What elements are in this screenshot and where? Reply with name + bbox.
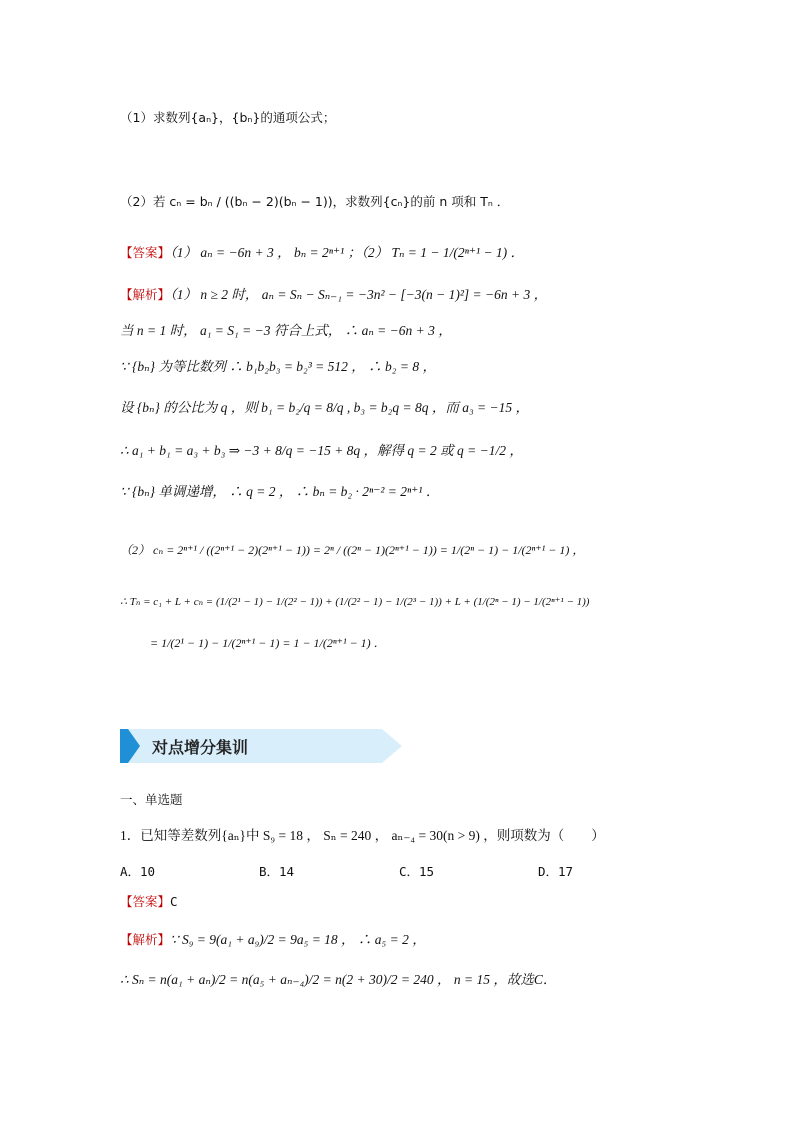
analysis-line-4: 设 {bₙ} 的公比为 q ，则 b₁ = b₂/q = 8/q , b₃ = b₂q = 8q ，而 a₃ = −15 ， — [120, 400, 530, 415]
analysis-line-9: = 1/(2¹ − 1) − 1/(2ⁿ⁺¹ − 1) = 1 − 1/(2ⁿ⁺¹ − 1) ． — [150, 636, 386, 650]
section-heading: 一、单选题 — [120, 792, 183, 807]
section-banner — [120, 729, 402, 763]
answer-label: 【答案】 — [120, 245, 171, 260]
analysis-line-5: ∴ a₁ + b₁ = a₃ + b₃ ⇒ −3 + 8/q = −15 + 8q ，解得 q = 2 或 q = −1/2 ， — [120, 443, 523, 458]
analysis-line-3: ∵ {bₙ} 为等比数列 ∴ b₁b₂b₃ = b₂³ = 512 ， ∴ b₂ = 8 ， — [120, 359, 436, 374]
option-d: D．17 — [538, 864, 574, 879]
analysis-line-8: ∴ Tₙ = c₁ + L + cₙ = (1/(2¹ − 1) − 1/(2² − 1)) + (1/(2² − 1) − 1/(2³ − 1)) + L + (1/(2ⁿ − 1) − 1/(2ⁿ⁺¹ − 1)) — [120, 596, 590, 608]
analysis-line-6: ∵ {bₙ} 单调递增， ∴ q = 2 ， ∴ bₙ = b₂ · 2ⁿ⁻² = 2ⁿ⁺¹ ． — [120, 484, 440, 499]
analysis-text: （1） n ≥ 2 时， aₙ = Sₙ − Sₙ₋₁ = −3n² − [−3(n − 1)²] = −6n + 3 ， — [170, 287, 548, 302]
question-part2: （2）若 cₙ = bₙ / ((bₙ − 2)(bₙ − 1))，求数列{cₙ}的前 n 项和 Tₙ ． — [120, 194, 510, 209]
question-part1: （1）求数列{aₙ}，{bₙ}的通项公式； — [120, 110, 336, 125]
answer-line — [120, 243, 524, 263]
analysis-line-1 — [120, 285, 547, 305]
q1-answer-line — [120, 892, 178, 912]
analysis-label: 【解析】 — [120, 287, 171, 302]
question-1-text: 1．已知等差数列{aₙ}中 S₉ = 18 ， Sₙ = 240 ， aₙ₋₄ = 30(n > 9) ，则项数为（ ） — [120, 828, 605, 843]
q1-analysis-label: 【解析】 — [120, 932, 171, 947]
answer-text: （1） aₙ = −6n + 3 ， bₙ = 2ⁿ⁺¹ ；（2） Tₙ = 1 − 1/(2ⁿ⁺¹ − 1) ． — [170, 245, 525, 260]
option-b: B．14 — [259, 864, 295, 879]
q1-analysis-line-2: ∴ Sₙ = n(a₁ + aₙ)/2 = n(a₅ + aₙ₋₄)/2 = n(2 + 30)/2 = 240 ， n = 15 ，故选C． — [120, 972, 557, 987]
analysis-line-2: 当 n = 1 时， a₁ = S₁ = −3 符合上式， ∴ aₙ = −6n + 3 ， — [120, 323, 452, 338]
option-a: A．10 — [120, 864, 156, 879]
banner-title: 对点增分集训 — [152, 738, 249, 757]
q1-answer-label: 【答案】 — [120, 894, 171, 909]
question-1 — [120, 826, 605, 846]
q1-answer-value: C — [170, 894, 178, 909]
option-c: C．15 — [399, 864, 435, 879]
analysis-line-7: （2） cₙ = 2ⁿ⁺¹ / ((2ⁿ⁺¹ − 2)(2ⁿ⁺¹ − 1)) = 2ⁿ / ((2ⁿ − 1)(2ⁿ⁺¹ − 1)) = 1/(2ⁿ − 1) − 1/(2ⁿ⁺¹ − 1) ， — [120, 543, 585, 557]
q1-analysis-line-1 — [120, 930, 426, 950]
q1-analysis-text: ∵ S₉ = 9(a₁ + a₉)/2 = 9a₅ = 18 ， ∴ a₅ = 2 ， — [170, 932, 426, 947]
